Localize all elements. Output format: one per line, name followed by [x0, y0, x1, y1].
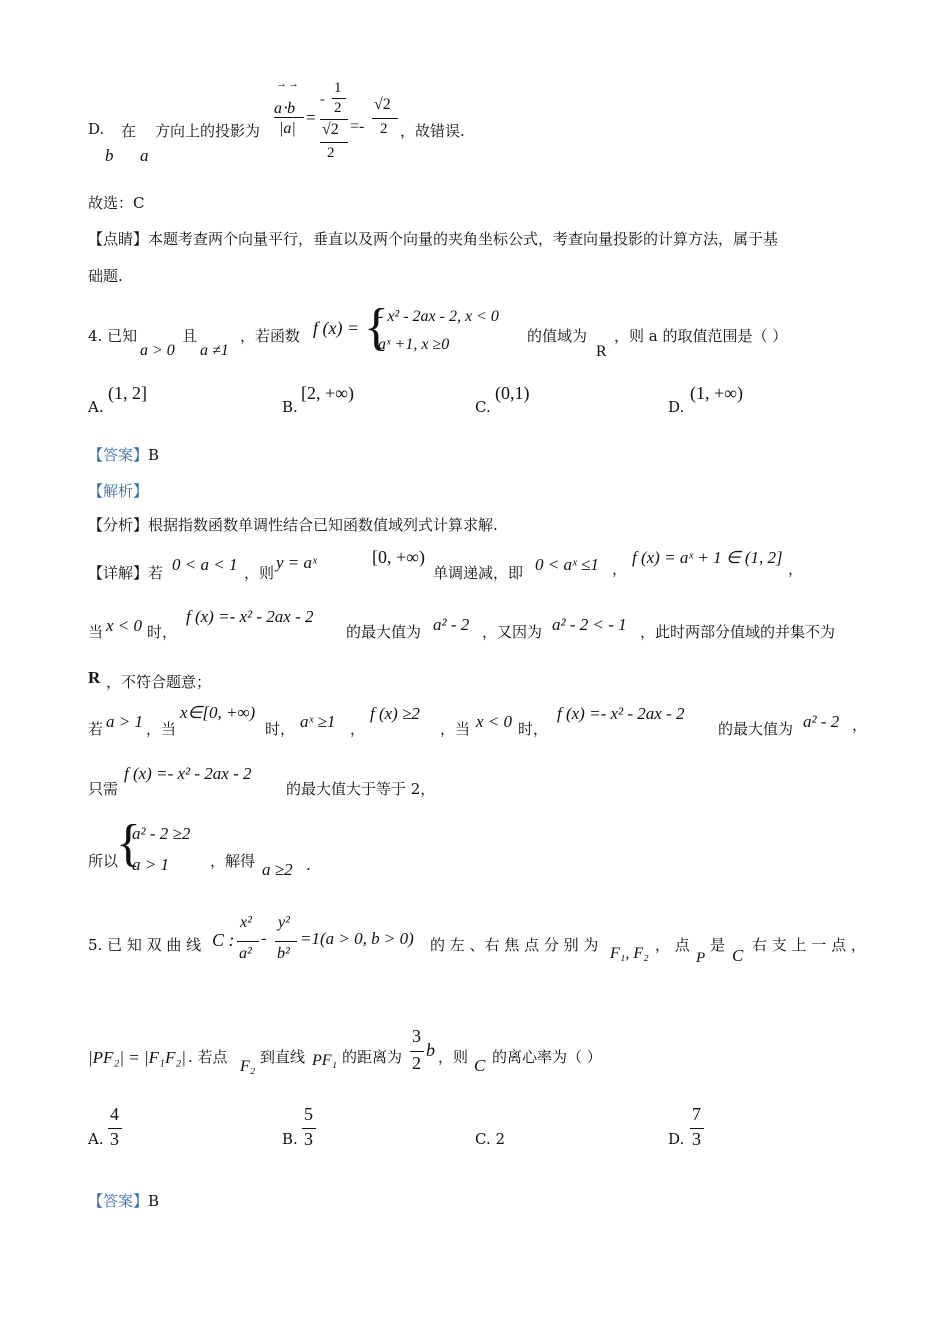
math: f (x) = aˣ + 1 ∈ (1, 2]	[632, 548, 783, 567]
detail-text: ，当	[146, 720, 177, 738]
detail-text: ，又因为	[482, 623, 543, 641]
option-b-label: B.	[282, 1130, 298, 1148]
question-5-text: 是	[710, 936, 726, 954]
vector-a: a	[140, 146, 149, 165]
math: x < 0	[476, 712, 513, 731]
detail-text: 的最大值为	[346, 623, 422, 641]
question-5-text: 右 支 上 一 点 ，	[752, 936, 866, 954]
option-a-label: A.	[88, 398, 104, 416]
fraction-bar	[320, 142, 348, 143]
math: y = aˣ	[276, 553, 317, 572]
math: [0, +∞)	[372, 547, 425, 567]
option-d-label: D.	[88, 120, 105, 138]
fraction-bar	[237, 941, 259, 942]
option-b-value: [2, +∞)	[301, 383, 354, 403]
piece-case-1: - x² - 2ax - 2, x < 0	[378, 308, 499, 325]
option-a-numerator: 4	[110, 1104, 119, 1124]
condition-a-not-one: a ≠1	[200, 342, 229, 359]
question-4-number: 4. 已知	[88, 327, 138, 345]
option-a-label: A.	[88, 1130, 104, 1148]
choice-line: 故选：C	[88, 194, 145, 212]
question-5-text: . 若点	[188, 1048, 228, 1066]
option-a-value: (1, 2]	[108, 383, 147, 403]
math: a²	[239, 945, 252, 962]
analysis-summary: 【分析】根据指数函数单调性结合已知函数值域列式计算求解.	[88, 516, 498, 534]
minus-sign: -	[320, 92, 325, 107]
detail-text: 【详解】若	[88, 564, 164, 582]
detail-text: ，	[350, 720, 366, 738]
fraction-bar	[372, 118, 398, 119]
math: a² - 2	[433, 615, 470, 634]
set-R: R	[596, 343, 607, 360]
math: C	[474, 1056, 486, 1075]
detail-text: 的最大值为	[718, 720, 794, 738]
piece-case-2: aˣ +1, x ≥0	[378, 336, 450, 353]
math: a² - 2 ≥2	[132, 824, 191, 843]
math: C	[732, 946, 744, 965]
question-4-ask: ，则 a 的取值范围是（ ）	[614, 327, 788, 345]
option-c-label: C.	[475, 398, 491, 416]
equals: =	[306, 108, 316, 127]
denominator-two: 2	[334, 100, 342, 116]
vector-b: b	[105, 146, 114, 165]
option-a-denominator: 3	[110, 1129, 119, 1149]
math: x²	[240, 914, 252, 931]
math: 0 < a < 1	[172, 555, 238, 574]
detail-text: 的最大值大于等于 2，	[286, 780, 436, 798]
detail-text: 单调递减，即	[433, 564, 524, 582]
comment-line: 【点睛】本题考查两个向量平行，垂直以及两个向量的夹角坐标公式，考查向量投影的计算方法，属于基	[88, 230, 779, 248]
function-f: f (x) =	[313, 318, 360, 338]
detail-text: 只需	[88, 780, 119, 798]
math: C :	[212, 930, 235, 950]
detail-text: .	[306, 856, 311, 874]
math: y²	[278, 914, 290, 931]
detail-text: 时，	[518, 720, 549, 738]
fraction-bar	[332, 98, 346, 99]
denominator-two: 2	[327, 145, 335, 161]
detail-text: ，此时两部分值域的并集不为	[640, 623, 836, 641]
option-d-label: D.	[668, 1130, 685, 1148]
question-5-text: 的离心率为（ ）	[492, 1048, 602, 1066]
detail-text: ，解得	[210, 852, 256, 870]
math: =1(a > 0, b > 0)	[300, 929, 414, 948]
math: x < 0	[106, 616, 143, 635]
math: b²	[277, 945, 290, 962]
vector-arrows: →→	[276, 78, 300, 90]
option-b-label: B.	[282, 398, 298, 416]
condition-a-positive: a > 0	[140, 342, 175, 359]
math: f (x) =- x² - 2ax - 2	[557, 704, 685, 723]
norm-a: |a|	[279, 120, 296, 137]
option-c-label: C. 2	[475, 1130, 506, 1148]
math: P	[696, 950, 706, 966]
question-5-text: ， 点	[655, 936, 690, 954]
question-5-text: 到直线	[260, 1048, 306, 1066]
detail-text: ，	[852, 716, 868, 734]
option-d-denominator: 3	[692, 1129, 701, 1149]
answer-label: 【答案】B	[88, 1192, 160, 1210]
question-5-number: 5. 已 知 双 曲 线	[88, 936, 202, 954]
denominator-two: 2	[380, 121, 388, 137]
detail-text: 时，	[265, 720, 296, 738]
math: x∈[0, +∞)	[180, 703, 256, 722]
sqrt-two: √2	[374, 96, 391, 113]
math: 0 < aˣ ≤1	[535, 555, 599, 574]
math: F₂	[240, 1058, 256, 1075]
fraction-bar	[320, 119, 348, 120]
fraction-bar	[275, 941, 297, 942]
left-brace: {	[364, 299, 389, 356]
analysis-label: 【解析】	[88, 482, 149, 500]
question-4-text: ，若函数	[240, 327, 301, 345]
option-d-label: D.	[668, 398, 685, 416]
math: a² - 2	[803, 712, 840, 731]
math: a ≥2	[262, 860, 293, 879]
option-c-value: (0,1)	[495, 383, 530, 403]
option-b-denominator: 3	[304, 1129, 313, 1149]
and-word: 且	[182, 327, 198, 345]
math: a > 1	[106, 712, 143, 731]
minus-sign: -	[261, 930, 267, 947]
math: PF₁	[312, 1052, 338, 1069]
option-d-value: (1, +∞)	[690, 383, 743, 403]
detail-text: 若	[88, 720, 104, 738]
option-d-text: 在	[121, 122, 137, 140]
detail-text: 所以	[88, 852, 119, 870]
option-d-numerator: 7	[692, 1104, 701, 1124]
math: F₁, F₂	[610, 945, 649, 962]
fraction-bar	[410, 1051, 424, 1052]
dot-product: a⋅b	[274, 100, 296, 117]
option-d-conclusion: ，故错误.	[400, 122, 465, 140]
detail-text: 当	[88, 623, 104, 641]
question-4-text: 的值域为	[527, 327, 588, 345]
fraction-denominator: 2	[412, 1053, 421, 1073]
numerator-one: 1	[334, 80, 342, 96]
answer-label: 【答案】B	[88, 446, 160, 464]
question-5-text: 的 左 、右 焦 点 分 别 为	[430, 936, 599, 954]
math: a > 1	[132, 855, 169, 874]
math: f (x) ≥2	[370, 704, 420, 723]
option-b-numerator: 5	[304, 1104, 313, 1124]
math: aˣ ≥1	[300, 712, 336, 731]
detail-text: ，不符合题意；	[106, 673, 212, 691]
sqrt-two: √2	[322, 121, 339, 138]
detail-text: ，	[788, 560, 804, 578]
question-5-text: ，则	[438, 1048, 469, 1066]
equals-minus: =-	[350, 118, 365, 135]
fraction-numerator: 3	[412, 1026, 421, 1046]
math: f (x) =- x² - 2ax - 2	[124, 764, 252, 783]
option-d-text: 方向上的投影为	[155, 122, 261, 140]
math: a² - 2 < - 1	[552, 615, 627, 634]
detail-text: ，则	[244, 564, 275, 582]
math: f (x) =- x² - 2ax - 2	[186, 607, 314, 626]
set-R-bold: R	[88, 668, 101, 687]
comment-line: 础题.	[88, 267, 123, 285]
math: |PF₂| = |F₁F₂|	[88, 1048, 186, 1067]
fraction-bar	[274, 117, 304, 118]
left-brace: {	[116, 815, 141, 872]
math: b	[426, 1040, 435, 1060]
detail-text: 时，	[147, 623, 178, 641]
question-5-text: 的距离为	[342, 1048, 403, 1066]
detail-text: ，	[612, 560, 628, 578]
detail-text: ，当	[440, 720, 471, 738]
